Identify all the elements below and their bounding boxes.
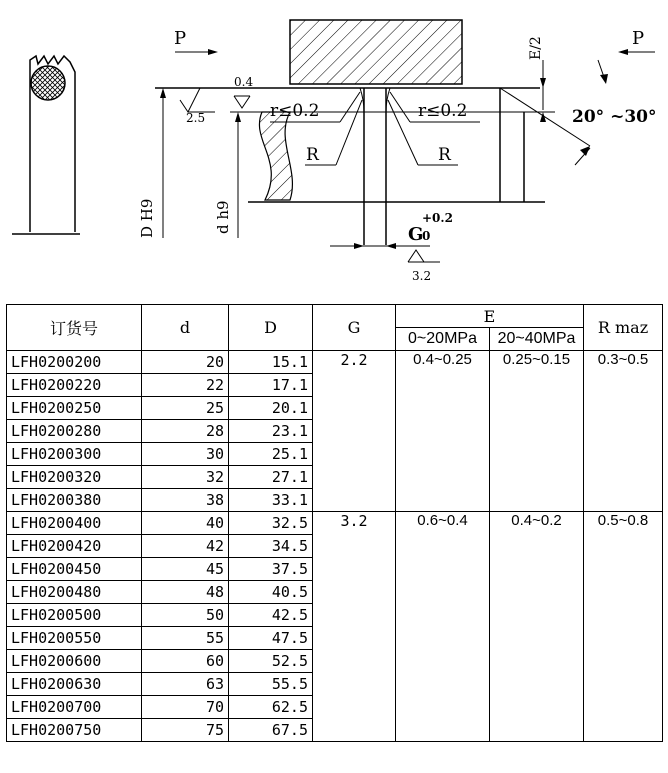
- radius-label-left: r≤0.2: [270, 101, 320, 121]
- g-upper-tol: +0.2: [422, 211, 453, 225]
- d-cell: 38: [142, 489, 229, 512]
- d-cell: 25: [142, 397, 229, 420]
- header-E-high: 20~40MPa: [490, 328, 584, 351]
- r-max-value-cell: 0.3~0.5: [584, 351, 663, 512]
- D-cell: 32.5: [229, 512, 313, 535]
- roughness-label-25: 2.5: [186, 111, 206, 125]
- d-cell: 55: [142, 627, 229, 650]
- e-high-value-cell: 0.4~0.2: [490, 512, 584, 742]
- d-cell: 22: [142, 374, 229, 397]
- order-code-cell: LFH0200320: [7, 466, 142, 489]
- g-lower-tol: 0: [422, 229, 431, 243]
- header-d: d: [142, 305, 229, 351]
- r-max-value-cell: 0.5~0.8: [584, 512, 663, 742]
- radius-label-right: r≤0.2: [418, 101, 468, 121]
- d-cell: 42: [142, 535, 229, 558]
- pressure-label-right: P: [632, 28, 645, 49]
- d-cell: 20: [142, 351, 229, 374]
- D-cell: 40.5: [229, 581, 313, 604]
- d-cell: 60: [142, 650, 229, 673]
- table-body: [7, 351, 663, 742]
- order-code-cell: LFH0200250: [7, 397, 142, 420]
- e-high-value-cell: 0.25~0.15: [490, 351, 584, 512]
- seal-profile: [12, 56, 80, 234]
- g-value-cell: 3.2: [313, 512, 396, 742]
- D-cell: 62.5: [229, 696, 313, 719]
- D-cell: 55.5: [229, 673, 313, 696]
- order-code-cell: LFH0200420: [7, 535, 142, 558]
- D-cell: 67.5: [229, 719, 313, 742]
- D-cell: 23.1: [229, 420, 313, 443]
- order-code-cell: LFH0200750: [7, 719, 142, 742]
- e-low-value-cell: 0.6~0.4: [396, 512, 490, 742]
- D-cell: 17.1: [229, 374, 313, 397]
- D-cell: 37.5: [229, 558, 313, 581]
- order-code-cell: LFH0200630: [7, 673, 142, 696]
- order-code-cell: LFH0200450: [7, 558, 142, 581]
- order-code-cell: LFH0200550: [7, 627, 142, 650]
- pressure-label-left: P: [174, 28, 187, 49]
- order-code-cell: LFH0200200: [7, 351, 142, 374]
- order-code-cell: LFH0200400: [7, 512, 142, 535]
- d-h9-label: D H9: [138, 198, 156, 238]
- g-value-cell: 2.2: [313, 351, 396, 512]
- d-cell: 30: [142, 443, 229, 466]
- header-E-low: 0~20MPa: [396, 328, 490, 351]
- d-cell: 48: [142, 581, 229, 604]
- d-cell: 40: [142, 512, 229, 535]
- d-cell: 28: [142, 420, 229, 443]
- D-cell: 52.5: [229, 650, 313, 673]
- small-d-h9-label: d h9: [214, 200, 232, 234]
- D-cell: 15.1: [229, 351, 313, 374]
- header-D: D: [229, 305, 313, 351]
- d-cell: 63: [142, 673, 229, 696]
- header-G: G: [313, 305, 396, 351]
- d-cell: 70: [142, 696, 229, 719]
- D-cell: 20.1: [229, 397, 313, 420]
- header-order-no: 订货号: [7, 305, 142, 351]
- order-code-cell: LFH0200700: [7, 696, 142, 719]
- table-row: [7, 512, 663, 535]
- order-code-cell: LFH0200480: [7, 581, 142, 604]
- g-label: G: [408, 224, 424, 245]
- roughness-label-32: 3.2: [412, 269, 432, 283]
- order-code-cell: LFH0200600: [7, 650, 142, 673]
- header-R: R maz: [584, 305, 663, 351]
- spec-table: [6, 304, 663, 742]
- D-cell: 25.1: [229, 443, 313, 466]
- D-cell: 33.1: [229, 489, 313, 512]
- technical-drawing: [0, 0, 668, 300]
- d-cell: 32: [142, 466, 229, 489]
- D-cell: 34.5: [229, 535, 313, 558]
- d-cell: 75: [142, 719, 229, 742]
- order-code-cell: LFH0200220: [7, 374, 142, 397]
- d-cell: 45: [142, 558, 229, 581]
- housing-block: [290, 20, 462, 84]
- angle-label: 20° ~30°: [572, 107, 657, 127]
- D-cell: 47.5: [229, 627, 313, 650]
- order-code-cell: LFH0200500: [7, 604, 142, 627]
- roughness-label-04: 0.4: [234, 75, 254, 89]
- d-cell: 50: [142, 604, 229, 627]
- order-code-cell: LFH0200380: [7, 489, 142, 512]
- order-code-cell: LFH0200300: [7, 443, 142, 466]
- order-code-cell: LFH0200280: [7, 420, 142, 443]
- r-label-left: R: [306, 145, 319, 165]
- table-row: [7, 351, 663, 374]
- D-cell: 42.5: [229, 604, 313, 627]
- header-E: E: [396, 305, 584, 328]
- r-label-right: R: [438, 145, 451, 165]
- D-cell: 27.1: [229, 466, 313, 489]
- e2-label: E/2: [528, 36, 544, 60]
- e-low-value-cell: 0.4~0.25: [396, 351, 490, 512]
